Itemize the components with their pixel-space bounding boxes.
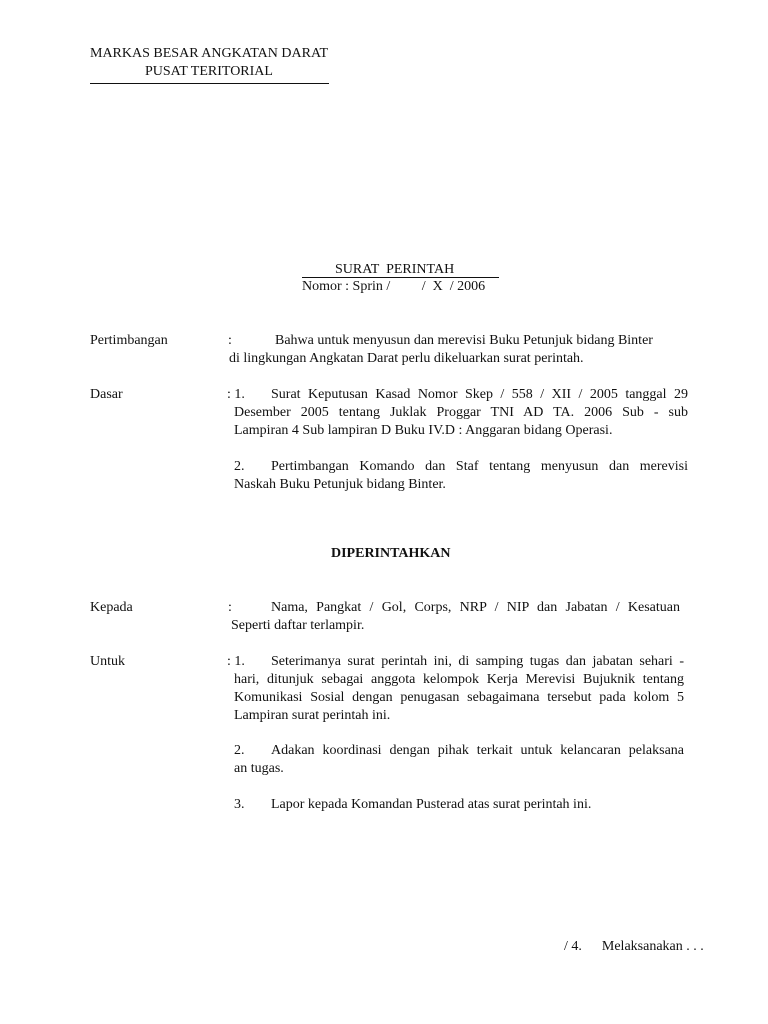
dasar-item-1-body: [234, 404, 688, 440]
pertimbangan-line-1: Bahwa untuk menyusun dan merevisi Buku Petunjuk bidang Binter: [275, 333, 653, 348]
dasar-item-2-line-2: Naskah Buku Petunjuk bidang Binter.: [234, 477, 446, 492]
document-number: Nomor : Sprin / / X / 2006: [302, 279, 486, 294]
pertimbangan-colon: :: [228, 333, 232, 348]
kepada-line-1: Nama, Pangkat / Gol, Corps, NRP / NIP dan Jabatan / Kesatuan: [271, 600, 680, 615]
page-continuation: [564, 938, 704, 956]
kepada-line-2: Seperti daftar terlampir.: [231, 618, 365, 633]
diperintahkan-heading: DIPERINTAHKAN: [331, 546, 451, 561]
untuk-item-2-first-line: [271, 742, 684, 760]
dasar-item-2-first-line: [271, 458, 688, 476]
letterhead-institution: MARKAS BESAR ANGKATAN DARAT: [90, 46, 329, 61]
pertimbangan-line-2: di lingkungan Angkatan Darat perlu dikeluarkan surat perintah.: [229, 351, 584, 366]
dasar-item-1-marker: : 1.: [227, 387, 245, 402]
dasar-item-2-number: 2.: [234, 459, 245, 474]
document-title: SURAT PERINTAH: [335, 262, 455, 277]
untuk-item-1-body: [234, 671, 684, 725]
untuk-label: Untuk: [90, 654, 125, 669]
kepada-colon: :: [228, 600, 232, 615]
dasar-item-1-line-2: Desember 2005 tentang Juklak Proggar TNI AD TA. 2006 Sub - sub: [234, 405, 688, 420]
kepada-label: Kepada: [90, 600, 133, 615]
untuk-item-1-line-3: Komunikasi Sosial dengan penugasan sebagaimana tersebut pada kolom 5: [234, 690, 684, 705]
dasar-item-2-line-1: Pertimbangan Komando dan Staf tentang menyusun dan merevisi: [271, 459, 688, 474]
letterhead-underline: [90, 83, 329, 84]
untuk-item-3-number: 3.: [234, 797, 245, 812]
untuk-item-3-line-1: Lapor kepada Komandan Pusterad atas surat perintah ini.: [271, 797, 592, 812]
untuk-item-2-line-2: an tugas.: [234, 761, 284, 776]
untuk-item-1-line-2: hari, ditunjuk sebagai anggota kelompok Kerja Merevisi Bujuknik tentang: [234, 672, 684, 687]
continuation-ref: / 4.: [564, 939, 582, 954]
kepada-first-line: [271, 599, 680, 617]
untuk-item-1-marker: : 1.: [227, 654, 245, 669]
pertimbangan-label: Pertimbangan: [90, 333, 168, 348]
letterhead-unit: PUSAT TERITORIAL: [145, 64, 273, 79]
untuk-item-1-first-line: [271, 653, 684, 671]
dasar-label: Dasar: [90, 387, 123, 402]
untuk-item-2-number: 2.: [234, 743, 245, 758]
dasar-item-1-line-1: Surat Keputusan Kasad Nomor Skep / 558 / XII / 2005 tanggal 29: [271, 387, 688, 402]
dasar-item-1-first-line: [271, 386, 688, 404]
continuation-text: Melaksanakan . . .: [601, 939, 704, 954]
untuk-item-1-line-1: Seterimanya surat perintah ini, di samping tugas dan jabatan sehari -: [271, 654, 684, 669]
untuk-item-1-line-4: Lampiran surat perintah ini.: [234, 708, 391, 723]
dasar-item-1-line-3: Lampiran 4 Sub lampiran D Buku IV.D : Anggaran bidang Operasi.: [234, 423, 613, 438]
untuk-item-2-line-1: Adakan koordinasi dengan pihak terkait untuk kelancaran pelaksana: [271, 743, 684, 758]
